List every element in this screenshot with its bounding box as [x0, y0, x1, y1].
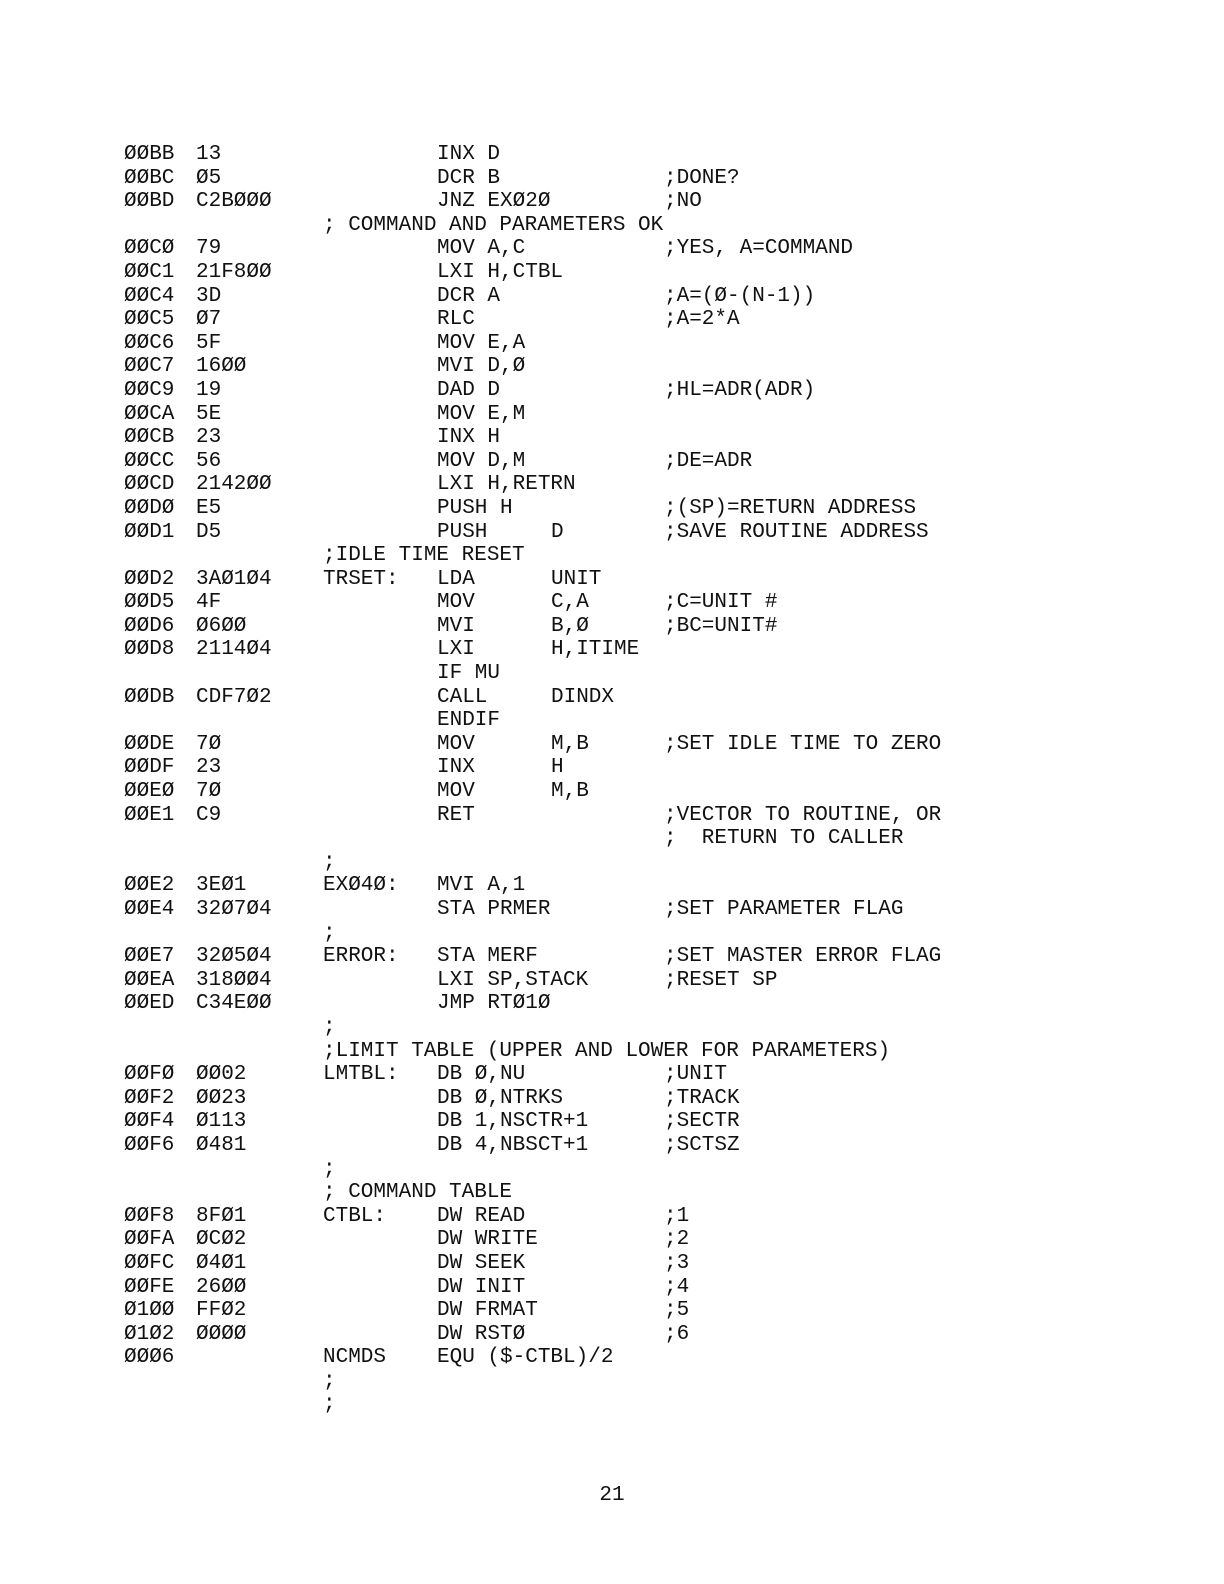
address: ØØE1	[124, 803, 175, 827]
address: ØØCØ	[124, 237, 175, 261]
listing-line	[124, 1063, 1124, 1087]
comment: ;4	[664, 1275, 690, 1299]
object-code: 3EØ1	[196, 874, 247, 898]
address: ØØØ6	[124, 1346, 175, 1370]
instruction: STA PRMER	[437, 898, 551, 921]
address: ØØFE	[124, 1275, 175, 1299]
comment: ; RETURN TO CALLER	[664, 827, 904, 851]
address: ØØD5	[124, 591, 175, 615]
listing-line	[124, 1370, 1124, 1394]
instruction: STA MERF	[437, 945, 538, 969]
comment: ;YES, A=COMMAND	[664, 237, 854, 261]
address: ØØEØ	[124, 780, 175, 804]
object-code: D5	[196, 520, 222, 544]
address: ØØC6	[124, 331, 175, 355]
comment: ;6	[664, 1322, 690, 1346]
listing-line	[124, 308, 1124, 332]
address: ØØDF	[124, 756, 175, 780]
listing-line	[124, 591, 1124, 615]
listing-line	[124, 756, 1124, 780]
address: ØØFØ	[124, 1063, 175, 1087]
comment: ;SECTR	[664, 1110, 740, 1134]
address: ØØD2	[124, 567, 175, 591]
address: ØØF2	[124, 1086, 175, 1110]
comment: ;HL=ADR(ADR)	[664, 378, 816, 402]
instruction: DB 4,NBSCT+1	[437, 1133, 589, 1157]
object-code: ØØ02	[196, 1063, 247, 1087]
assembly-listing	[124, 143, 1124, 1417]
instruction: LXI H,RETRN	[437, 473, 576, 497]
label: ;IDLE TIME RESET	[323, 544, 525, 568]
instruction: JNZ EXØ2Ø	[437, 190, 551, 214]
comment: ;SAVE ROUTINE ADDRESS	[664, 520, 929, 544]
comment: ;RESET SP	[664, 968, 778, 992]
listing-line	[124, 285, 1124, 309]
instruction: MOV	[437, 591, 475, 615]
instruction: DW INIT	[437, 1275, 526, 1299]
instruction: DW FRMAT	[437, 1299, 538, 1323]
listing-line	[124, 898, 1124, 922]
listing-line	[124, 1134, 1124, 1158]
operand: D	[551, 520, 564, 544]
listing-line	[124, 1040, 1124, 1064]
operand: DINDX	[551, 685, 615, 709]
object-code: 21F8ØØ	[196, 260, 272, 284]
address: ØØED	[124, 992, 175, 1016]
listing-line	[124, 143, 1124, 167]
listing-line	[124, 403, 1124, 427]
label: ERROR:	[323, 945, 399, 969]
listing-line	[124, 450, 1124, 474]
instruction: IF MU	[437, 662, 501, 686]
instruction: JMP RTØ1Ø	[437, 992, 551, 1016]
instruction: DB Ø,NU	[437, 1063, 526, 1087]
operand: M,B	[551, 780, 589, 804]
label: EXØ4Ø:	[323, 874, 399, 898]
address: ØØC5	[124, 308, 175, 332]
listing-line	[124, 1393, 1124, 1417]
listing-line	[124, 237, 1124, 261]
address: ØØBB	[124, 143, 175, 166]
listing-line	[124, 780, 1124, 804]
listing-line	[124, 1323, 1124, 1347]
comment: ;SET PARAMETER FLAG	[664, 898, 904, 921]
listing-line	[124, 709, 1124, 733]
address: ØØE2	[124, 874, 175, 898]
listing-line	[124, 190, 1124, 214]
object-code: 3AØ1Ø4	[196, 567, 272, 591]
listing-line	[124, 733, 1124, 757]
listing-line	[124, 1252, 1124, 1276]
instruction: DCR B	[437, 166, 501, 190]
listing-line	[124, 379, 1124, 403]
listing-line	[124, 167, 1124, 191]
listing-line	[124, 521, 1124, 545]
object-code: 32Ø7Ø4	[196, 898, 272, 921]
address: ØØC1	[124, 260, 175, 284]
listing-line	[124, 615, 1124, 639]
instruction: DW RSTØ	[437, 1322, 526, 1346]
listing-line	[124, 1299, 1124, 1323]
address: Ø1ØØ	[124, 1299, 175, 1323]
listing-line	[124, 1181, 1124, 1205]
object-code: Ø481	[196, 1133, 247, 1157]
object-code: ØØØØ	[196, 1322, 247, 1346]
object-code: ØCØ2	[196, 1228, 247, 1252]
page-number: 21	[599, 1484, 625, 1507]
instruction: MOV D,M	[437, 449, 526, 473]
comment: ;VECTOR TO ROUTINE, OR	[664, 803, 942, 827]
listing-line	[124, 1228, 1124, 1252]
instruction: MOV	[437, 780, 475, 804]
listing-line	[124, 992, 1124, 1016]
object-code: 13	[196, 143, 222, 166]
object-code: 23	[196, 426, 222, 450]
object-code: Ø5	[196, 166, 222, 190]
listing-line	[124, 544, 1124, 568]
address: ØØBD	[124, 190, 175, 214]
listing-line	[124, 804, 1124, 828]
address: Ø1Ø2	[124, 1322, 175, 1346]
instruction: DB Ø,NTRKS	[437, 1086, 564, 1110]
instruction: MOV	[437, 732, 475, 756]
address: ØØEA	[124, 968, 175, 992]
label: ;	[323, 850, 336, 874]
label: ; COMMAND AND PARAMETERS OK	[323, 213, 664, 237]
label: TRSET:	[323, 567, 399, 591]
comment: ;DE=ADR	[664, 449, 753, 473]
object-code: Ø7	[196, 308, 222, 332]
object-code: C9	[196, 803, 222, 827]
object-code: C2BØØØ	[196, 190, 272, 214]
object-code: 56	[196, 449, 222, 473]
operand: H	[551, 756, 564, 780]
address: ØØF8	[124, 1204, 175, 1228]
instruction: INX D	[437, 143, 501, 166]
label: ; COMMAND TABLE	[323, 1181, 513, 1205]
listing-line	[124, 1087, 1124, 1111]
label: CTBL:	[323, 1204, 387, 1228]
object-code: 2114Ø4	[196, 638, 272, 662]
address: ØØE7	[124, 945, 175, 969]
comment: ;3	[664, 1251, 690, 1275]
listing-line	[124, 497, 1124, 521]
object-code: FFØ2	[196, 1299, 247, 1323]
listing-line	[124, 426, 1124, 450]
instruction: LXI H,CTBL	[437, 260, 564, 284]
listing-line	[124, 1158, 1124, 1182]
listing-line	[124, 945, 1124, 969]
address: ØØCC	[124, 449, 175, 473]
listing-line	[124, 662, 1124, 686]
comment: ;5	[664, 1299, 690, 1323]
object-code: C34EØØ	[196, 992, 272, 1016]
listing-line	[124, 261, 1124, 285]
instruction: PUSH	[437, 520, 488, 544]
instruction: DAD D	[437, 378, 501, 402]
object-code: CDF7Ø2	[196, 685, 272, 709]
listing-line	[124, 1346, 1124, 1370]
instruction: ENDIF	[437, 709, 501, 733]
object-code: 19	[196, 378, 222, 402]
object-code: 5F	[196, 331, 222, 355]
instruction: RET	[437, 803, 475, 827]
instruction: PUSH H	[437, 496, 513, 520]
listing-line	[124, 638, 1124, 662]
instruction: MVI A,1	[437, 874, 526, 898]
comment: ;UNIT	[664, 1063, 728, 1087]
address: ØØF4	[124, 1110, 175, 1134]
listing-line	[124, 1110, 1124, 1134]
object-code: 3D	[196, 284, 222, 308]
operand: C,A	[551, 591, 589, 615]
object-code: 7Ø	[196, 780, 222, 804]
label: NCMDS	[323, 1346, 387, 1370]
label: ;	[323, 1015, 336, 1039]
comment: ;NO	[664, 190, 702, 214]
address: ØØFA	[124, 1228, 175, 1252]
instruction: DB 1,NSCTR+1	[437, 1110, 589, 1134]
address: ØØCD	[124, 473, 175, 497]
object-code: 16ØØ	[196, 355, 247, 379]
address: ØØC7	[124, 355, 175, 379]
object-code: 4F	[196, 591, 222, 615]
address: ØØE4	[124, 898, 175, 921]
object-code: Ø113	[196, 1110, 247, 1134]
address: ØØFC	[124, 1251, 175, 1275]
comment: ;A=(Ø-(N-1))	[664, 284, 816, 308]
address: ØØC4	[124, 284, 175, 308]
instruction: MVI D,Ø	[437, 355, 526, 379]
instruction: LDA	[437, 567, 475, 591]
address: ØØC9	[124, 378, 175, 402]
label: ;LIMIT TABLE (UPPER AND LOWER FOR PARAMETERS)	[323, 1039, 891, 1063]
object-code: E5	[196, 496, 222, 520]
object-code: Ø6ØØ	[196, 614, 247, 638]
address: ØØDB	[124, 685, 175, 709]
label: ;	[323, 1369, 336, 1393]
instruction: MOV E,A	[437, 331, 526, 355]
instruction: CALL	[437, 685, 488, 709]
listing-line	[124, 922, 1124, 946]
object-code: 7Ø	[196, 732, 222, 756]
comment: ;A=2*A	[664, 308, 740, 332]
object-code: 32Ø5Ø4	[196, 945, 272, 969]
comment: ;2	[664, 1228, 690, 1252]
listing-line	[124, 568, 1124, 592]
comment: ;TRACK	[664, 1086, 740, 1110]
listing-line	[124, 1016, 1124, 1040]
operand: H,ITIME	[551, 638, 640, 662]
listing-line	[124, 851, 1124, 875]
instruction: DW READ	[437, 1204, 526, 1228]
object-code: 318ØØ4	[196, 968, 272, 992]
address: ØØD6	[124, 614, 175, 638]
listing-line	[124, 332, 1124, 356]
object-code: 26ØØ	[196, 1275, 247, 1299]
address: ØØF6	[124, 1133, 175, 1157]
object-code: Ø4Ø1	[196, 1251, 247, 1275]
listing-line	[124, 874, 1124, 898]
instruction: DCR A	[437, 284, 501, 308]
operand: UNIT	[551, 567, 602, 591]
listing-line	[124, 355, 1124, 379]
object-code: 79	[196, 237, 222, 261]
label: LMTBL:	[323, 1063, 399, 1087]
comment: ;C=UNIT #	[664, 591, 778, 615]
object-code: 8FØ1	[196, 1204, 247, 1228]
instruction: MOV A,C	[437, 237, 526, 261]
object-code: 5E	[196, 402, 222, 426]
comment: ;SCTSZ	[664, 1133, 740, 1157]
listing-line	[124, 827, 1124, 851]
instruction: INX H	[437, 426, 501, 450]
instruction: MOV E,M	[437, 402, 526, 426]
listing-line	[124, 1276, 1124, 1300]
comment: ;(SP)=RETURN ADDRESS	[664, 496, 917, 520]
instruction: MVI	[437, 614, 475, 638]
address: ØØDØ	[124, 496, 175, 520]
label: ;	[323, 1393, 336, 1417]
operand: M,B	[551, 732, 589, 756]
label: ;	[323, 1157, 336, 1181]
label: ;	[323, 921, 336, 945]
instruction: INX	[437, 756, 475, 780]
listing-line	[124, 214, 1124, 238]
address: ØØD1	[124, 520, 175, 544]
address: ØØD8	[124, 638, 175, 662]
listing-line	[124, 473, 1124, 497]
instruction: EQU ($-CTBL)/2	[437, 1346, 614, 1370]
object-code: ØØ23	[196, 1086, 247, 1110]
object-code: 23	[196, 756, 222, 780]
comment: ;BC=UNIT#	[664, 614, 778, 638]
listing-line	[124, 686, 1124, 710]
comment: ;1	[664, 1204, 690, 1228]
instruction: LXI	[437, 638, 475, 662]
listing-line	[124, 1205, 1124, 1229]
instruction: RLC	[437, 308, 475, 332]
address: ØØBC	[124, 166, 175, 190]
instruction: LXI SP,STACK	[437, 968, 589, 992]
listing-line	[124, 969, 1124, 993]
instruction: DW WRITE	[437, 1228, 538, 1252]
comment: ;DONE?	[664, 166, 740, 190]
comment: ;SET MASTER ERROR FLAG	[664, 945, 942, 969]
object-code: 2142ØØ	[196, 473, 272, 497]
comment: ;SET IDLE TIME TO ZERO	[664, 732, 942, 756]
address: ØØCA	[124, 402, 175, 426]
address: ØØCB	[124, 426, 175, 450]
operand: B,Ø	[551, 614, 589, 638]
address: ØØDE	[124, 732, 175, 756]
instruction: DW SEEK	[437, 1251, 526, 1275]
